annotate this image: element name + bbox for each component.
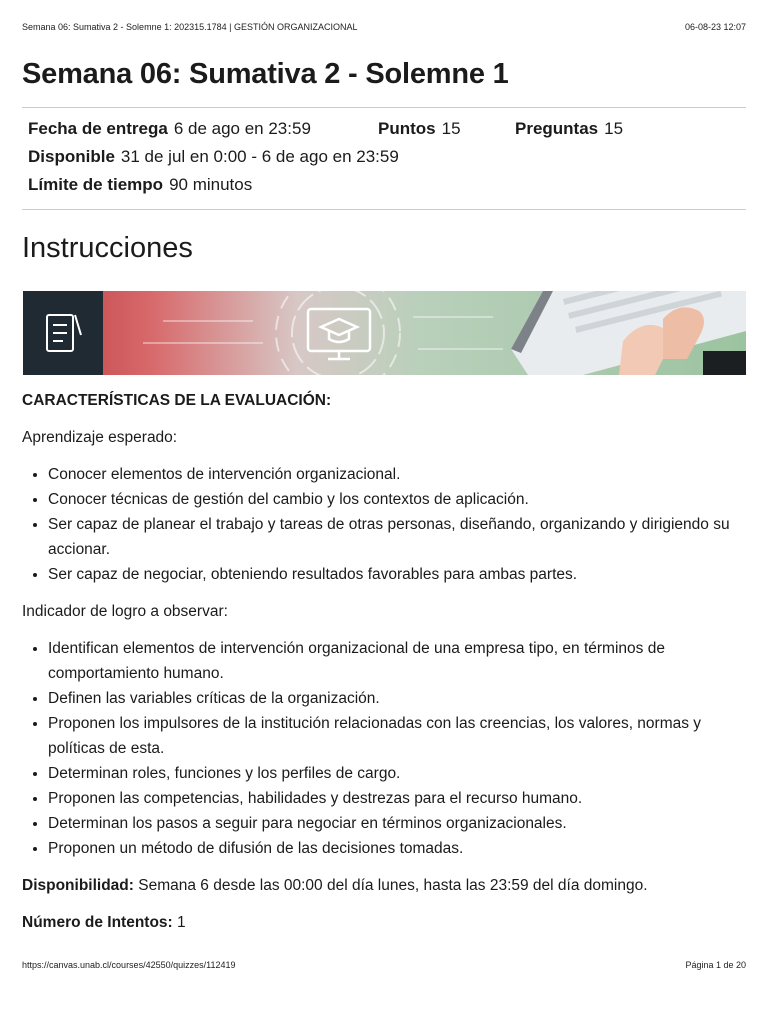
points (378, 119, 461, 139)
time-limit-value: 90 minutos (169, 175, 253, 194)
page-number: Página 1 de 20 (685, 960, 746, 970)
expected-learning-label: Aprendizaje esperado: (22, 429, 178, 446)
attempts-value: 1 (177, 914, 186, 931)
instructions-banner (23, 291, 746, 375)
print-header (22, 22, 746, 32)
page-url: https://canvas.unab.cl/courses/42550/quizzes/112419 (22, 960, 236, 970)
print-header-datetime: 06-08-23 12:07 (684, 22, 746, 32)
due-date (28, 119, 311, 139)
divider (22, 107, 746, 108)
time-limit (28, 175, 252, 195)
indicator-label: Indicador de logro a observar: (22, 603, 228, 620)
availability-label: Disponibilidad: (22, 877, 134, 894)
evaluation-heading: CARACTERÍSTICAS DE LA EVALUACIÓN: (22, 392, 332, 409)
points-label: Puntos (378, 119, 436, 138)
list-item: • Proponen las competencias, habilidades y destrezas para el recurso humano. (48, 786, 746, 811)
availability-paragraph (22, 873, 746, 898)
print-header-title: Semana 06: Sumativa 2 - Solemne 1: 202315.1784 | GESTIÓN ORGANIZACIONAL (22, 22, 358, 32)
due-date-value: 6 de ago en 23:59 (173, 119, 311, 138)
available-value: 31 de jul en 0:00 - 6 de ago en 23:59 (120, 147, 399, 166)
list-item: • Determinan los pasos a seguir para negociar en términos organizacionales. (48, 811, 746, 836)
available-label: Disponible (28, 147, 115, 166)
list-item: • Ser capaz de planear el trabajo y tareas de otras personas, diseñando, organizando y dirigiendo su accionar. (48, 512, 746, 562)
list-item: • Conocer técnicas de gestión del cambio y los contextos de aplicación. (48, 487, 746, 512)
attempts-label: Número de Intentos: (22, 914, 173, 931)
points-value: 15 (441, 119, 461, 138)
indicator-list (22, 636, 746, 861)
print-footer (22, 960, 746, 970)
banner-graphic (23, 291, 746, 375)
questions-value: 15 (604, 119, 624, 138)
list-item: • Definen las variables críticas de la organización. (48, 686, 746, 711)
availability-window (28, 147, 399, 167)
questions (515, 119, 623, 139)
expected-learning-list (22, 462, 746, 587)
list-item: • Proponen un método de difusión de las decisiones tomadas. (48, 836, 746, 861)
list-item: • Identifican elementos de intervención organizacional de una empresa tipo, en términos de comportamiento humano. (48, 636, 746, 686)
list-item: • Conocer elementos de intervención organizacional. (48, 462, 746, 487)
list-item: • Proponen los impulsores de la institución relacionadas con las creencias, los valores, normas y políticas de esta. (48, 711, 746, 761)
instructions-content (22, 388, 746, 947)
time-limit-label: Límite de tiempo (28, 175, 164, 194)
due-date-label: Fecha de entrega (28, 119, 168, 138)
divider (22, 209, 746, 210)
instructions-heading: Instrucciones (22, 232, 193, 264)
list-item: • Ser capaz de negociar, obteniendo resultados favorables para ambas partes. (48, 562, 746, 587)
attempts-paragraph (22, 910, 746, 935)
questions-label: Preguntas (515, 119, 599, 138)
laptop-hands-image (511, 291, 746, 375)
list-item: • Determinan roles, funciones y los perfiles de cargo. (48, 761, 746, 786)
availability-value: Semana 6 desde las 00:00 del día lunes, hasta las 23:59 del día domingo. (138, 877, 648, 894)
page-title: Semana 06: Sumativa 2 - Solemne 1 (22, 58, 509, 90)
